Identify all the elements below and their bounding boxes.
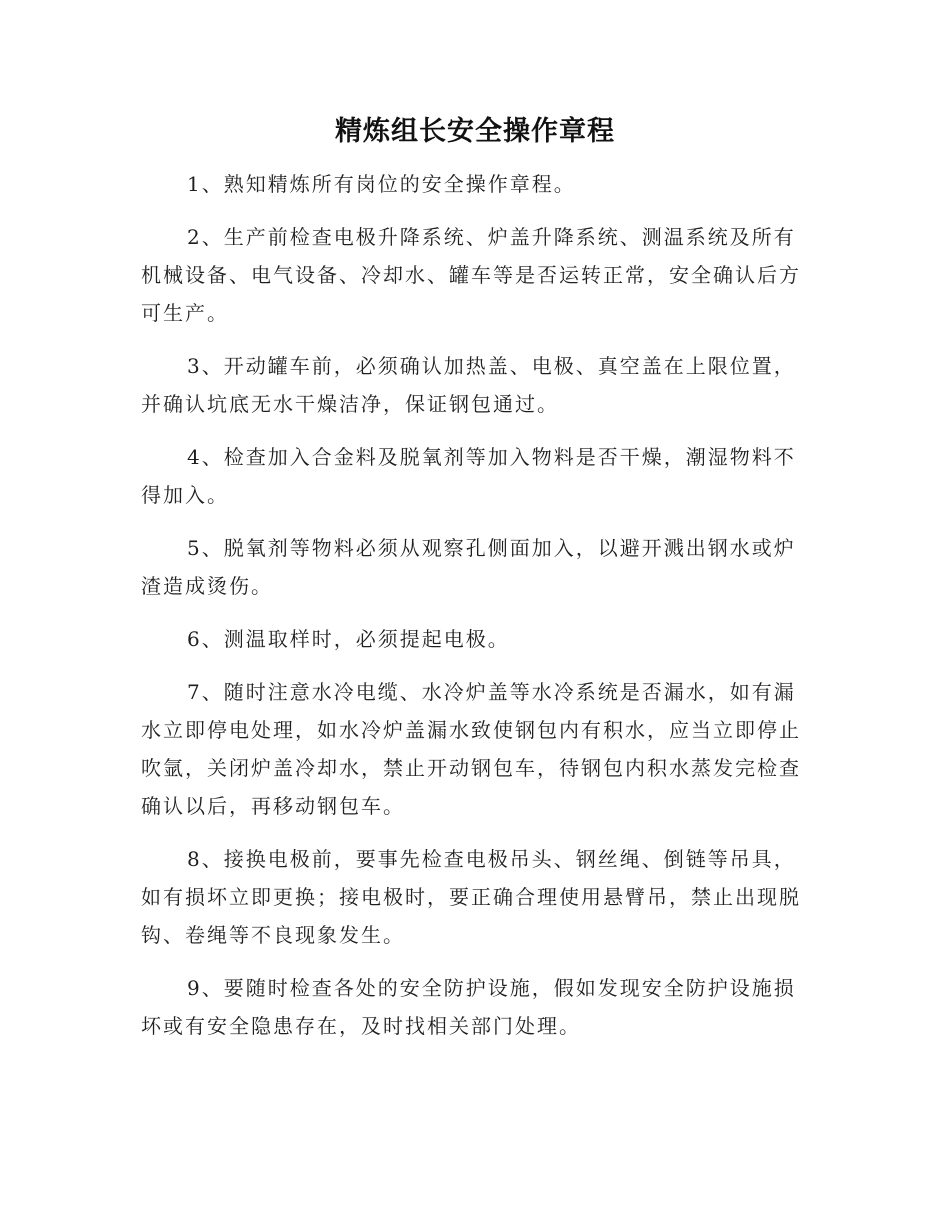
document-title: 精炼组长安全操作章程 — [335, 116, 615, 147]
paragraph-rule-8: 8、接换电极前，要事先检查电极吊头、钢丝绳、倒链等吊具，如有损坏立即更换；接电极时，要正确合理使用悬臂吊，禁止出现脱钩、卷绳等不良现象发生。 — [141, 847, 801, 947]
document-body — [141, 165, 805, 1060]
paragraph-rule-9: 9、要随时检查各处的安全防护设施，假如发现安全防护设施损坏或有安全隐患存在，及时找相关部门处理。 — [141, 976, 796, 1038]
paragraph-rule-4: 4、检查加入合金料及脱氧剂等加入物料是否干燥，潮湿物料不得加入。 — [141, 445, 796, 507]
paragraph-rule-7: 7、随时注意水冷电缆、水冷炉盖等水冷系统是否漏水，如有漏水立即停电处理，如水冷炉盖漏水致使钢包内有积水，应当立即停止吹氩，关闭炉盖冷却水，禁止开动钢包车，待钢包内积水蒸发完检查确认以后，再移动钢包车。 — [141, 680, 801, 818]
paragraph-rule-1: 1、熟知精炼所有岗位的安全操作章程。 — [187, 172, 576, 196]
paragraph-rule-5: 5、脱氧剂等物料必须从观察孔侧面加入，以避开溅出钢水或炉渣造成烫伤。 — [141, 536, 796, 598]
paragraph-rule-3: 3、开动罐车前，必须确认加热盖、电极、真空盖在上限位置，并确认坑底无水干燥洁净，保证钢包通过。 — [141, 354, 796, 416]
paragraph-rule-2: 2、生产前检查电极升降系统、炉盖升降系统、测温系统及所有机械设备、电气设备、冷却水、罐车等是否运转正常，安全确认后方可生产。 — [141, 225, 801, 325]
paragraph-rule-6: 6、测温取样时，必须提起电极。 — [187, 627, 510, 651]
